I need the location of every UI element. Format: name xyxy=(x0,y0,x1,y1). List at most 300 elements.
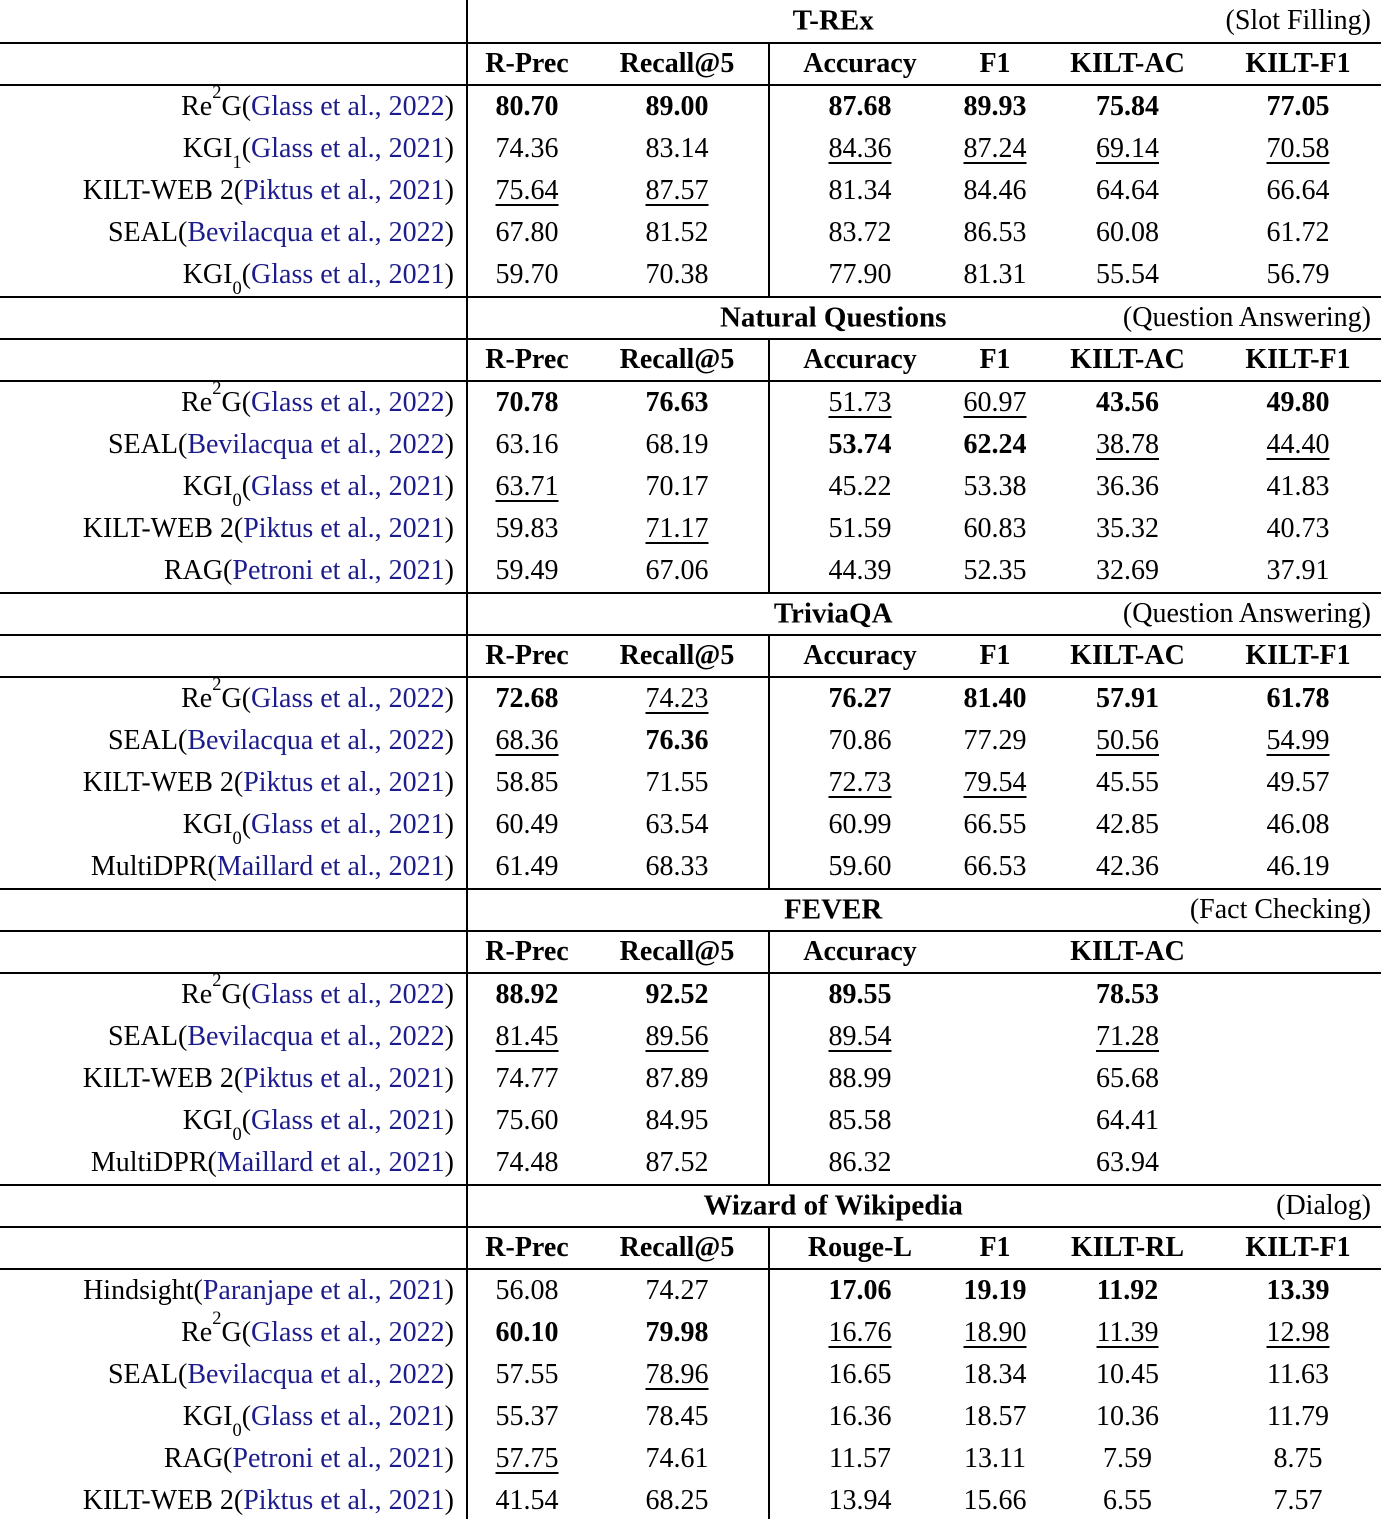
citation-link[interactable]: Glass et al., 2021 xyxy=(251,1105,445,1136)
value-cell: 55.54 xyxy=(1096,259,1159,290)
citation-open-paren: ( xyxy=(241,387,252,418)
value-cell: 71.28 xyxy=(1096,1021,1159,1052)
col-header-recall-5: Recall@5 xyxy=(586,1228,770,1268)
value-cell: 53.74 xyxy=(828,429,892,460)
value-cell: 46.19 xyxy=(1266,851,1330,882)
table-row xyxy=(0,1270,1381,1312)
value-cell: 49.57 xyxy=(1266,767,1330,798)
section-t-rex xyxy=(0,0,1381,299)
value-cell: 7.57 xyxy=(1273,1485,1323,1516)
citation-link[interactable]: Bevilacqua et al., 2022 xyxy=(187,1021,445,1052)
citation-open-paren: ( xyxy=(241,91,252,122)
value-cell: 57.55 xyxy=(495,1359,559,1390)
model-label-cell xyxy=(0,212,468,254)
model-name-part: G xyxy=(221,91,242,122)
col-header-kilt-ac: KILT-AC xyxy=(1070,640,1185,671)
value-cell: 70.78 xyxy=(495,387,559,418)
section-title-row xyxy=(0,296,1381,340)
model-name-part: KILT-WEB 2 xyxy=(82,767,234,798)
model-name-part: 0 xyxy=(232,490,242,511)
col-header-accuracy: Accuracy xyxy=(803,48,917,79)
citation-link[interactable]: Paranjape et al., 2021 xyxy=(202,1275,445,1306)
value-cell: 36.36 xyxy=(1096,471,1159,502)
citation-close-paren: ) xyxy=(444,133,454,164)
model-name xyxy=(182,1105,242,1145)
citation-close-paren: ) xyxy=(444,1401,454,1432)
value-cell: 81.45 xyxy=(495,1021,559,1052)
citation-link[interactable]: Bevilacqua et al., 2022 xyxy=(187,429,445,460)
value-cell: 88.99 xyxy=(828,1063,892,1094)
model-label-cell xyxy=(0,550,468,592)
citation-link[interactable]: Glass et al., 2022 xyxy=(251,1317,445,1348)
value-cell: 44.39 xyxy=(828,555,892,586)
value-cell: 18.34 xyxy=(963,1359,1027,1390)
value-cell: 61.49 xyxy=(495,851,559,882)
section-title-row xyxy=(0,888,1381,932)
citation-link[interactable]: Petroni et al., 2021 xyxy=(232,1443,445,1474)
col-header-r-prec: R-Prec xyxy=(485,48,569,79)
section-title: T-REx xyxy=(792,4,874,37)
title-row-spacer xyxy=(0,1186,468,1226)
col-header-kilt-rl: KILT-RL xyxy=(1070,1232,1185,1263)
model-name-part: 2 xyxy=(212,674,222,695)
model-name xyxy=(83,1485,234,1517)
citation-link[interactable]: Piktus et al., 2021 xyxy=(243,1063,445,1094)
value-cell: 12.98 xyxy=(1266,1317,1330,1348)
citation-close-paren: ) xyxy=(444,217,454,248)
col-header-kilt-f1: KILT-F1 xyxy=(1245,1232,1351,1263)
value-cell: 59.60 xyxy=(828,851,892,882)
model-name-part: KGI xyxy=(182,133,233,164)
value-cell: 84.95 xyxy=(586,1100,770,1142)
citation-open-paren: ( xyxy=(241,683,252,714)
title-region xyxy=(468,890,1381,930)
col-header-accuracy: Accuracy xyxy=(803,936,917,967)
model-name-part: 0 xyxy=(232,278,242,299)
value-cell: 77.90 xyxy=(828,259,892,290)
value-cell: 53.38 xyxy=(963,471,1027,502)
value-cell: 7.59 xyxy=(1103,1443,1152,1474)
value-cell: 79.54 xyxy=(963,767,1027,798)
model-name xyxy=(182,1401,242,1441)
value-cell: 59.83 xyxy=(495,513,559,544)
value-cell: 45.55 xyxy=(1096,767,1159,798)
model-name xyxy=(164,555,223,587)
model-name-part: KILT-WEB 2 xyxy=(82,1485,234,1516)
model-name-part: MultiDPR xyxy=(90,1147,208,1178)
citation-close-paren: ) xyxy=(444,767,454,798)
title-region xyxy=(468,0,1381,42)
col-header-empty xyxy=(950,932,1040,972)
value-cell: 63.54 xyxy=(586,804,770,846)
column-header-row xyxy=(0,1228,1381,1270)
citation-close-paren: ) xyxy=(444,1359,454,1390)
col-header-kilt-ac: KILT-AC xyxy=(1070,48,1185,79)
value-cell: 76.27 xyxy=(828,683,892,714)
value-cell: 6.55 xyxy=(1103,1485,1152,1516)
citation-open-paren: ( xyxy=(241,1401,252,1432)
citation-close-paren: ) xyxy=(444,387,454,418)
citation-close-paren: ) xyxy=(444,1105,454,1136)
section-title-row xyxy=(0,1184,1381,1228)
value-cell: 84.36 xyxy=(828,133,892,164)
table-row xyxy=(0,550,1381,592)
model-name-part: KILT-WEB 2 xyxy=(82,1063,234,1094)
value-cell: 56.79 xyxy=(1266,259,1330,290)
value-cell: 45.22 xyxy=(828,471,892,502)
table-row xyxy=(0,254,1381,299)
value-cell: 66.53 xyxy=(963,851,1027,882)
value-cell xyxy=(1215,974,1381,1016)
value-cell: 18.90 xyxy=(963,1317,1027,1348)
value-cell: 83.72 xyxy=(828,217,892,248)
model-name xyxy=(181,674,242,715)
column-header-row xyxy=(0,340,1381,382)
value-cell: 54.99 xyxy=(1266,725,1330,756)
value-cell: 89.00 xyxy=(586,86,770,128)
model-name xyxy=(108,217,178,249)
section-triviaqa xyxy=(0,592,1381,888)
model-name xyxy=(181,1308,242,1349)
value-cell xyxy=(1215,1016,1381,1058)
model-label-cell xyxy=(0,1438,468,1480)
value-cell: 60.08 xyxy=(1096,217,1159,248)
section-task-type: (Fact Checking) xyxy=(1189,894,1371,925)
model-name-part: G xyxy=(221,683,242,714)
model-name xyxy=(91,1147,208,1179)
model-name-part: KGI xyxy=(182,1105,233,1136)
model-name-part: 0 xyxy=(232,1420,242,1441)
col-header-f1: F1 xyxy=(979,1232,1011,1263)
model-name-part: 2 xyxy=(212,378,222,399)
section-title: Wizard of Wikipedia xyxy=(703,1189,963,1222)
value-cell: 59.49 xyxy=(495,555,559,586)
value-cell: 61.78 xyxy=(1266,683,1330,714)
col-header-kilt-f1: KILT-F1 xyxy=(1245,48,1351,79)
value-cell: 37.91 xyxy=(1266,555,1330,586)
citation-open-paren: ( xyxy=(233,1485,244,1516)
table-row xyxy=(0,674,1381,720)
citation-link[interactable]: Glass et al., 2021 xyxy=(251,259,445,290)
value-cell: 62.24 xyxy=(963,429,1027,460)
citation-open-paren: ( xyxy=(233,1063,244,1094)
header-row-spacer xyxy=(0,44,468,84)
model-name xyxy=(164,1443,223,1475)
value-cell: 13.11 xyxy=(964,1443,1026,1474)
citation-link[interactable]: Petroni et al., 2021 xyxy=(232,555,445,586)
table-row xyxy=(0,1142,1381,1184)
value-cell: 80.70 xyxy=(495,91,559,122)
value-cell: 65.68 xyxy=(1096,1063,1159,1094)
section-title: FEVER xyxy=(784,893,883,926)
table-row xyxy=(0,82,1381,128)
citation-link[interactable]: Glass et al., 2022 xyxy=(251,683,445,714)
citation-open-paren: ( xyxy=(177,1359,188,1390)
value-cell: 56.08 xyxy=(495,1275,559,1306)
value-cell: 40.73 xyxy=(1266,513,1330,544)
table-row xyxy=(0,1058,1381,1100)
value-cell: 63.94 xyxy=(1096,1147,1159,1178)
model-label-cell xyxy=(0,1480,468,1519)
col-header-f1: F1 xyxy=(979,344,1011,375)
citation-link[interactable]: Glass et al., 2022 xyxy=(251,91,445,122)
citation-link[interactable]: Piktus et al., 2021 xyxy=(243,175,445,206)
section-natural-questions xyxy=(0,296,1381,592)
value-cell: 85.58 xyxy=(828,1105,892,1136)
citation-close-paren: ) xyxy=(444,1443,454,1474)
model-label-cell xyxy=(0,1308,468,1354)
value-cell: 64.41 xyxy=(1096,1105,1159,1136)
value-cell: 50.56 xyxy=(1096,725,1159,756)
value-cell: 75.64 xyxy=(495,175,559,206)
model-label-cell xyxy=(0,128,468,173)
model-name xyxy=(108,429,178,461)
citation-open-paren: ( xyxy=(177,725,188,756)
model-label-cell xyxy=(0,846,468,888)
model-name xyxy=(83,1063,234,1095)
col-header-f1: F1 xyxy=(979,48,1011,79)
section-title-row xyxy=(0,592,1381,636)
value-cell: 19.19 xyxy=(963,1275,1027,1306)
model-label-cell xyxy=(0,1100,468,1145)
model-name-part: G xyxy=(221,979,242,1010)
section-wizard-of-wikipedia xyxy=(0,1184,1381,1519)
value-cell: 87.24 xyxy=(963,133,1027,164)
value-cell: 43.56 xyxy=(1096,387,1159,418)
model-name xyxy=(181,970,242,1011)
value-cell: 60.10 xyxy=(495,1317,559,1348)
column-header-row xyxy=(0,932,1381,974)
citation-link[interactable]: Piktus et al., 2021 xyxy=(243,1485,445,1516)
value-cell: 58.85 xyxy=(495,767,559,798)
header-row-spacer xyxy=(0,636,468,676)
value-cell: 77.05 xyxy=(1266,91,1330,122)
model-name-part: KGI xyxy=(182,809,233,840)
value-cell: 70.17 xyxy=(586,466,770,508)
value-cell: 59.70 xyxy=(495,259,559,290)
col-header-r-prec: R-Prec xyxy=(485,640,569,671)
value-cell: 52.35 xyxy=(963,555,1027,586)
value-cell: 57.75 xyxy=(495,1443,559,1474)
citation-link[interactable]: Glass et al., 2021 xyxy=(251,1401,445,1432)
value-cell: 87.57 xyxy=(586,170,770,212)
value-cell: 42.36 xyxy=(1096,851,1159,882)
citation-close-paren: ) xyxy=(444,555,454,586)
value-cell: 89.54 xyxy=(828,1021,892,1052)
model-name xyxy=(181,82,242,123)
value-cell: 11.63 xyxy=(1267,1359,1329,1390)
header-row-spacer xyxy=(0,340,468,380)
value-cell xyxy=(950,1058,1040,1100)
value-cell xyxy=(1215,1100,1381,1142)
model-name-part: 1 xyxy=(232,152,242,173)
value-cell: 60.49 xyxy=(495,809,559,840)
citation-close-paren: ) xyxy=(444,259,454,290)
table-row xyxy=(0,1100,1381,1145)
model-name-part: KILT-WEB 2 xyxy=(82,175,234,206)
value-cell: 17.06 xyxy=(828,1275,892,1306)
title-region xyxy=(468,1186,1381,1226)
model-name xyxy=(181,378,242,419)
citation-open-paren: ( xyxy=(241,1105,252,1136)
model-name-part: SEAL xyxy=(107,725,178,756)
citation-close-paren: ) xyxy=(444,851,454,882)
citation-link[interactable]: Glass et al., 2021 xyxy=(251,809,445,840)
citation-link[interactable]: Piktus et al., 2021 xyxy=(243,513,445,544)
model-name xyxy=(182,259,242,299)
model-label-cell xyxy=(0,1058,468,1100)
model-name-part: SEAL xyxy=(107,429,178,460)
value-cell: 63.71 xyxy=(495,471,559,502)
citation-link[interactable]: Maillard et al., 2021 xyxy=(216,851,445,882)
citation-close-paren: ) xyxy=(444,1021,454,1052)
table-row xyxy=(0,720,1381,762)
value-cell: 68.33 xyxy=(586,846,770,888)
citation-link[interactable]: Maillard et al., 2021 xyxy=(216,1147,445,1178)
citation-link[interactable]: Piktus et al., 2021 xyxy=(243,767,445,798)
section-title: TriviaQA xyxy=(773,597,893,630)
citation-open-paren: ( xyxy=(233,767,244,798)
citation-open-paren: ( xyxy=(241,1317,252,1348)
model-name-part: 2 xyxy=(212,1308,222,1329)
model-label-cell xyxy=(0,674,468,720)
value-cell: 16.36 xyxy=(828,1401,892,1432)
value-cell: 81.40 xyxy=(963,683,1027,714)
citation-link[interactable]: Glass et al., 2021 xyxy=(251,133,445,164)
citation-link[interactable]: Bevilacqua et al., 2022 xyxy=(187,1359,445,1390)
value-cell: 74.61 xyxy=(586,1438,770,1480)
value-cell: 92.52 xyxy=(586,974,770,1016)
citation-open-paren: ( xyxy=(207,1147,217,1178)
model-name-part: 2 xyxy=(212,82,222,103)
table-row xyxy=(0,1354,1381,1396)
model-label-cell xyxy=(0,1354,468,1396)
model-name-part: SEAL xyxy=(107,1021,178,1052)
citation-link[interactable]: Glass et al., 2021 xyxy=(251,471,445,502)
model-label-cell xyxy=(0,720,468,762)
value-cell: 86.53 xyxy=(963,217,1027,248)
model-label-cell xyxy=(0,508,468,550)
table-row xyxy=(0,170,1381,212)
value-cell: 87.52 xyxy=(586,1142,770,1184)
value-cell: 67.80 xyxy=(495,217,559,248)
value-cell: 66.55 xyxy=(963,809,1027,840)
model-name-part: G xyxy=(221,1317,242,1348)
citation-link[interactable]: Bevilacqua et al., 2022 xyxy=(187,725,445,756)
value-cell: 41.54 xyxy=(495,1485,559,1516)
citation-open-paren: ( xyxy=(241,259,252,290)
citation-link[interactable]: Glass et al., 2022 xyxy=(251,387,445,418)
value-cell: 74.77 xyxy=(495,1063,559,1094)
value-cell: 88.92 xyxy=(495,979,559,1010)
value-cell: 74.48 xyxy=(495,1147,559,1178)
citation-link[interactable]: Bevilacqua et al., 2022 xyxy=(187,217,445,248)
value-cell: 44.40 xyxy=(1266,429,1330,460)
column-header-row xyxy=(0,636,1381,678)
col-header-r-prec: R-Prec xyxy=(485,1232,569,1263)
value-cell: 70.58 xyxy=(1266,133,1330,164)
citation-link[interactable]: Glass et al., 2022 xyxy=(251,979,445,1010)
model-name xyxy=(182,133,242,173)
model-name-part: RAG xyxy=(163,1443,224,1474)
citation-open-paren: ( xyxy=(223,555,233,586)
value-cell xyxy=(1215,1142,1381,1184)
value-cell: 89.55 xyxy=(828,979,892,1010)
value-cell: 67.06 xyxy=(586,550,770,592)
title-row-spacer xyxy=(0,890,468,930)
value-cell: 38.78 xyxy=(1096,429,1159,460)
model-name-part: SEAL xyxy=(107,1359,178,1390)
value-cell: 46.08 xyxy=(1266,809,1330,840)
model-name-part: Re xyxy=(181,91,213,122)
header-row-spacer xyxy=(0,932,468,972)
model-name-part: MultiDPR xyxy=(90,851,208,882)
column-header-row xyxy=(0,44,1381,86)
citation-close-paren: ) xyxy=(444,429,454,460)
value-cell: 8.75 xyxy=(1273,1443,1323,1474)
value-cell: 89.56 xyxy=(586,1016,770,1058)
model-label-cell xyxy=(0,1396,468,1441)
citation-close-paren: ) xyxy=(444,1317,454,1348)
value-cell: 63.16 xyxy=(495,429,559,460)
citation-close-paren: ) xyxy=(444,91,454,122)
model-name-part: KGI xyxy=(182,471,233,502)
model-name-part: 0 xyxy=(232,828,242,849)
citation-close-paren: ) xyxy=(444,725,454,756)
table-row xyxy=(0,128,1381,173)
value-cell: 81.31 xyxy=(963,259,1027,290)
citation-open-paren: ( xyxy=(177,429,188,460)
citation-close-paren: ) xyxy=(444,1063,454,1094)
value-cell: 87.89 xyxy=(586,1058,770,1100)
citation-open-paren: ( xyxy=(193,1275,203,1306)
value-cell: 13.39 xyxy=(1266,1275,1330,1306)
value-cell: 81.34 xyxy=(828,175,892,206)
col-header-kilt-f1: KILT-F1 xyxy=(1245,640,1351,671)
model-name xyxy=(182,471,242,511)
table-row xyxy=(0,762,1381,804)
col-header-kilt-ac: KILT-AC xyxy=(1070,936,1185,967)
title-row-spacer xyxy=(0,0,468,42)
col-header-kilt-ac: KILT-AC xyxy=(1070,344,1185,375)
value-cell: 57.91 xyxy=(1096,683,1159,714)
model-name-part: KGI xyxy=(182,259,233,290)
model-name-part: KGI xyxy=(182,1401,233,1432)
value-cell: 49.80 xyxy=(1266,387,1330,418)
model-name xyxy=(83,513,234,545)
value-cell: 60.83 xyxy=(963,513,1027,544)
citation-open-paren: ( xyxy=(233,175,244,206)
value-cell: 64.64 xyxy=(1096,175,1159,206)
value-cell: 71.55 xyxy=(586,762,770,804)
model-name-part: Re xyxy=(181,387,213,418)
model-name-part: Re xyxy=(181,1317,213,1348)
value-cell: 74.23 xyxy=(586,678,770,720)
section-task-type: (Dialog) xyxy=(1276,1190,1371,1221)
value-cell: 68.36 xyxy=(495,725,559,756)
value-cell: 75.84 xyxy=(1096,91,1159,122)
col-header-recall-5: Recall@5 xyxy=(586,636,770,676)
value-cell: 61.72 xyxy=(1266,217,1330,248)
title-row-spacer xyxy=(0,594,468,634)
value-cell: 71.17 xyxy=(586,508,770,550)
model-name-part: KILT-WEB 2 xyxy=(82,513,234,544)
value-cell: 35.32 xyxy=(1096,513,1159,544)
table-row xyxy=(0,378,1381,424)
citation-close-paren: ) xyxy=(444,1147,454,1178)
value-cell: 66.64 xyxy=(1266,175,1330,206)
table-row xyxy=(0,212,1381,254)
